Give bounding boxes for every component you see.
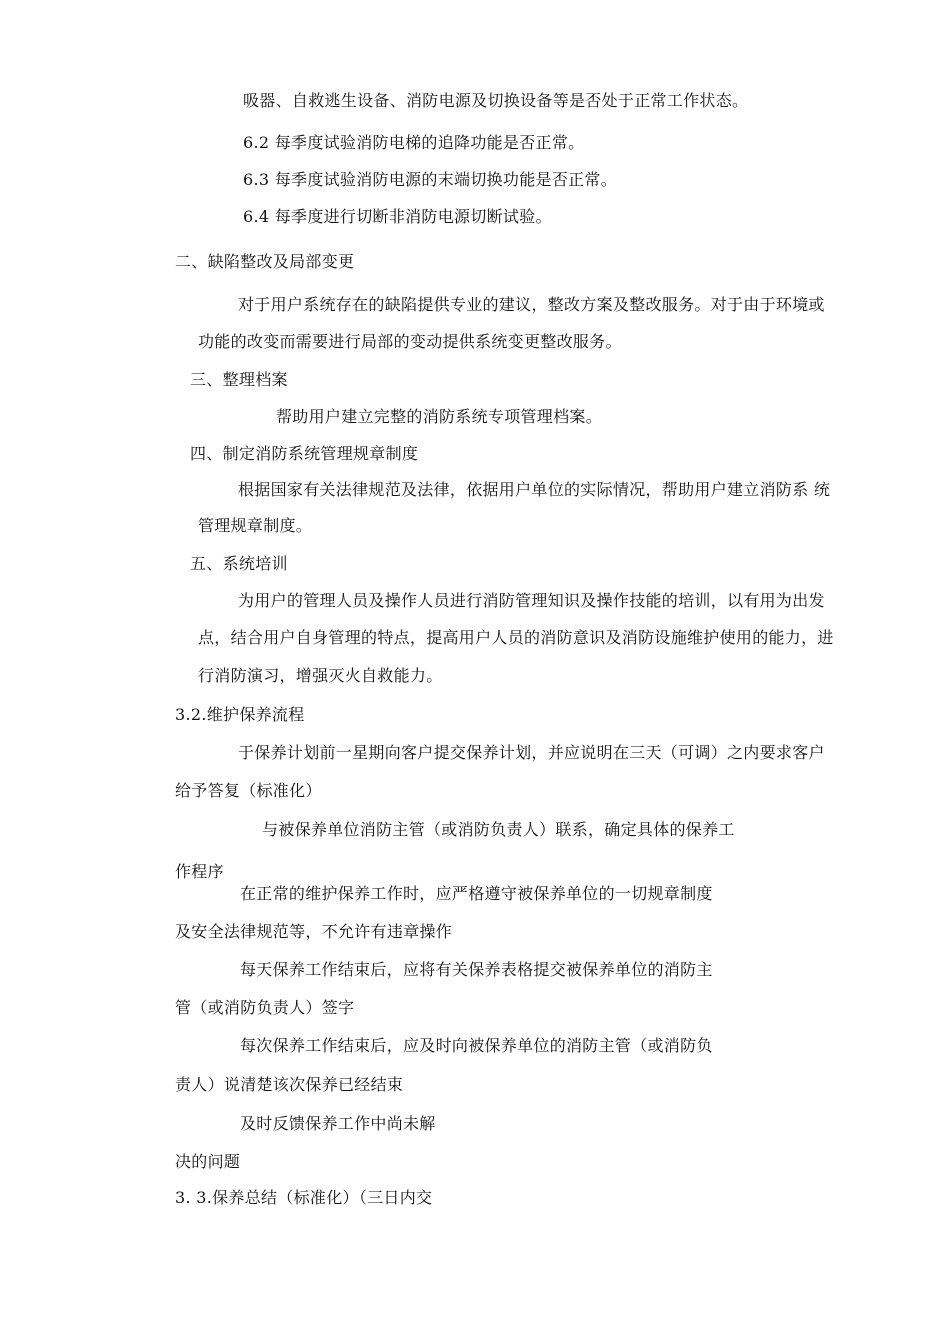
text-line: 帮助用户建立完整的消防系统专项管理档案。 [276, 407, 603, 426]
section-heading: 三、整理档案 [190, 370, 288, 389]
text-line: 及安全法律规范等，不允许有违章操作 [175, 922, 453, 941]
text-line: 每天保养工作结束后，应将有关保养表格提交被保养单位的消防主 [240, 960, 713, 979]
text-line: 行消防演习，增强灭火自救能力。 [198, 666, 443, 685]
text-line: 每次保养工作结束后，应及时向被保养单位的消防主管（或消防负 [240, 1036, 713, 1055]
text-line: 管（或消防负责人）签字 [175, 998, 355, 1017]
text-line: 给予答复（标准化） [175, 781, 322, 800]
section-heading: 二、缺陷整改及局部变更 [175, 252, 355, 271]
text-line: 6.4 每季度进行切断非消防电源切断试验。 [243, 207, 552, 226]
text-line: 在正常的维护保养工作时，应严格遵守被保养单位的一切规章制度 [240, 884, 713, 903]
text-line: 为用户的管理人员及操作人员进行消防管理知识及操作技能的培训，以有用为出发 [238, 591, 825, 610]
text-line: 6.3 每季度试验消防电源的末端切换功能是否正常。 [243, 170, 618, 189]
text-line: 对于用户系统存在的缺陷提供专业的建议，整改方案及整改服务。对于由于环境或 [238, 295, 825, 314]
text-line: 功能的改变而需要进行局部的变动提供系统变更整改服务。 [198, 332, 622, 351]
text-line: 于保养计划前一星期向客户提交保养计划，并应说明在三天（可调）之内要求客户 [238, 743, 825, 762]
text-line: 决的问题 [175, 1152, 241, 1171]
section-heading: 五、系统培训 [190, 554, 288, 573]
text-line: 6.2 每季度试验消防电梯的追降功能是否正常。 [243, 133, 585, 152]
text-line: 责人）说清楚该次保养已经结束 [175, 1075, 404, 1094]
text-line: 与被保养单位消防主管（或消防负责人）联系，确定具体的保养工 [262, 820, 735, 839]
text-line: 管理规章制度。 [198, 516, 313, 535]
text-line: 点，结合用户自身管理的特点，提高用户人员的消防意识及消防设施维护使用的能力，进 [198, 628, 834, 647]
subsection-heading: 3. 3.保养总结（标准化）（三日内交 [175, 1188, 433, 1207]
text-line: 根据国家有关法律规范及法律，依据用户单位的实际情况，帮助用户建立消防系 统 [238, 480, 831, 499]
section-heading: 四、制定消防系统管理规章制度 [190, 444, 419, 463]
text-line: 吸器、自救逃生设备、消防电源及切换设备等是否处于正常工作状态。 [243, 91, 749, 110]
text-line: 及时反馈保养工作中尚未解 [240, 1114, 436, 1133]
text-line: 作程序 [175, 862, 224, 881]
subsection-heading: 3.2.维护保养流程 [175, 705, 305, 724]
